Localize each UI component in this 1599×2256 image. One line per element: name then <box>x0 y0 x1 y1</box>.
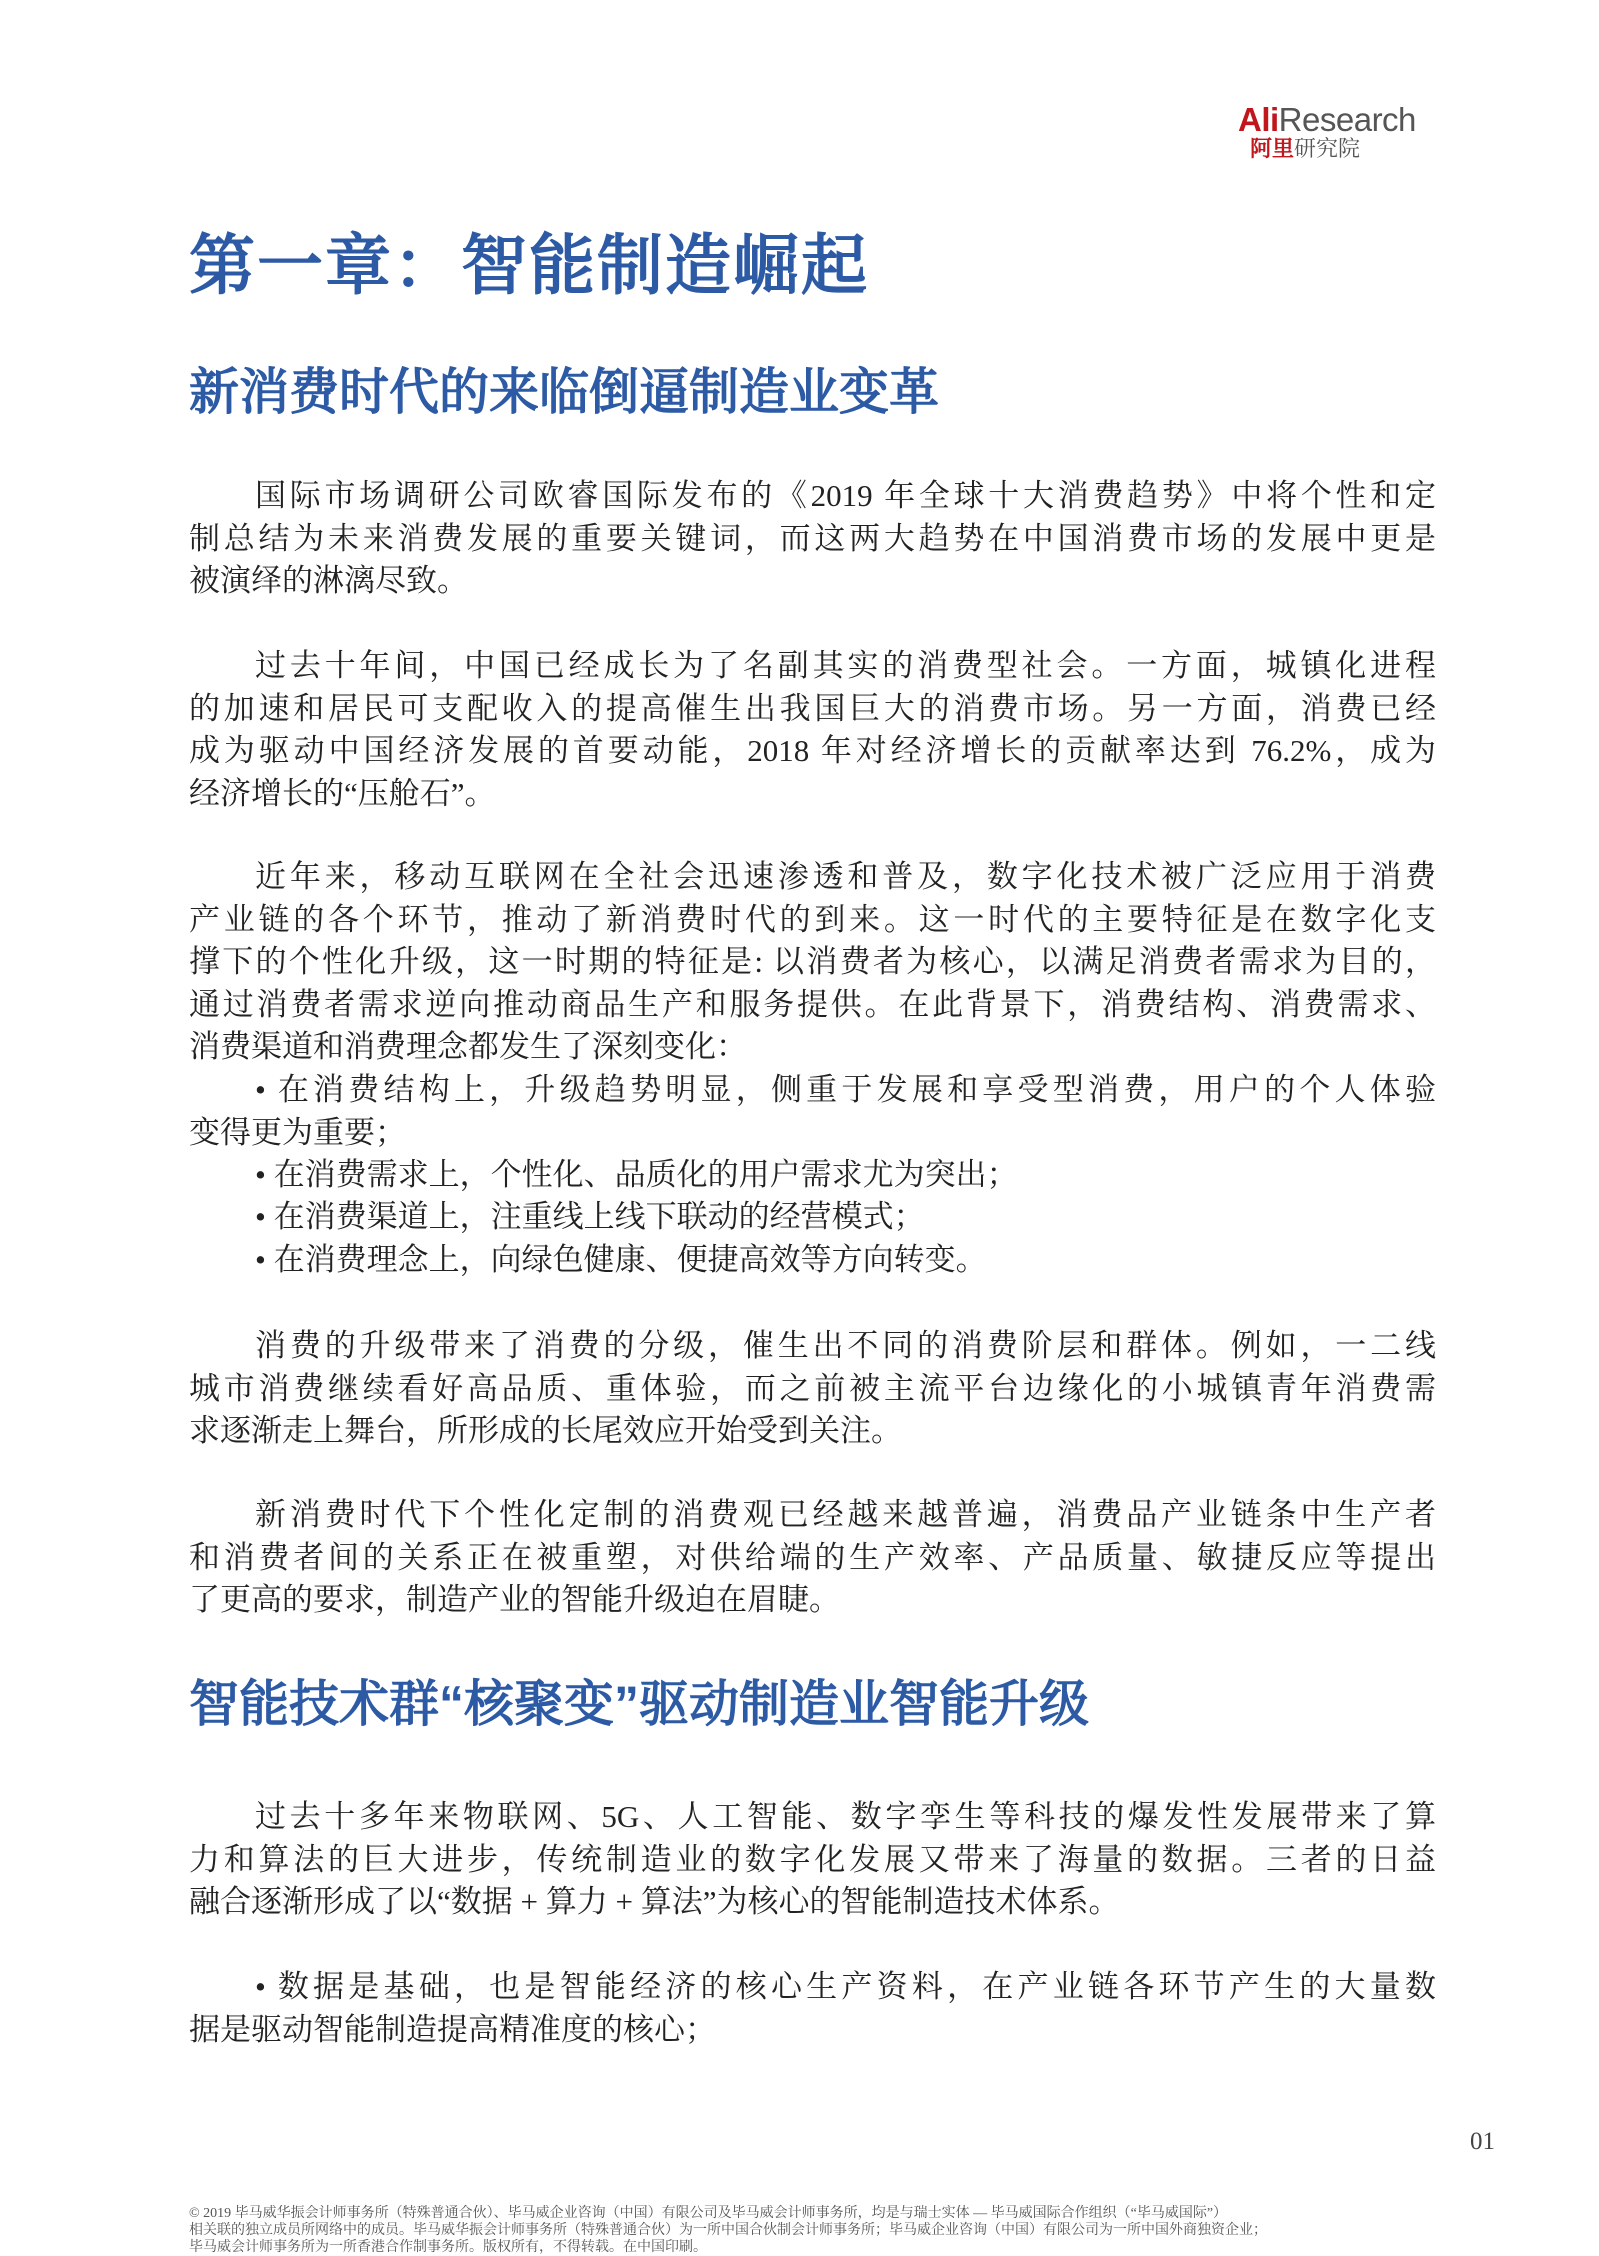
text-line: • 在消费结构上，升级趋势明显，侧重于发展和享受型消费，用户的个人体验 <box>255 1072 1436 1107</box>
bullet-item <box>189 1154 1436 1197</box>
text-line: • 数据是基础，也是智能经济的核心生产资料，在产业链各环节产生的大量数 <box>255 1969 1436 2004</box>
text-line: 据是驱动智能制造提高精准度的核心； <box>189 2011 716 2047</box>
page-number: 01 <box>1470 2128 1495 2155</box>
text-line: 经济增长的“压舱石”。 <box>189 775 496 811</box>
paragraph <box>189 645 1436 815</box>
text-line: • 在消费需求上，个性化、品质化的用户需求尤为突出； <box>255 1157 1018 1192</box>
paragraph <box>189 856 1436 1069</box>
text-line: • 在消费理念上，向绿色健康、便捷高效等方向转变。 <box>255 1242 987 1277</box>
text-line: 近年来，移动互联网在全社会迅速渗透和普及，数字化技术被广泛应用于消费 <box>255 859 1436 894</box>
text-line: 国际市场调研公司欧睿国际发布的《2019 年全球十大消费趋势》中将个性和定 <box>255 478 1436 513</box>
text-line: 变得更为重要； <box>189 1114 406 1150</box>
logo-text: Research <box>1278 101 1416 138</box>
text-line: 城市消费继续看好高品质、重体验，而之前被主流平台边缘化的小城镇青年消费需 <box>189 1370 1436 1406</box>
section-heading: 智能技术群“核聚变”驱动制造业智能升级 <box>189 1676 1089 1732</box>
bullet-item <box>189 1966 1436 2051</box>
text-line: 被演绎的淋漓尽致。 <box>189 563 468 598</box>
text-line: 求逐渐走上舞台，所形成的长尾效应开始受到关注。 <box>189 1413 902 1448</box>
logo-text: 研究院 <box>1294 136 1361 161</box>
text-line: 新消费时代下个性化定制的消费观已经越来越普遍，消费品产业链条中生产者 <box>255 1497 1436 1532</box>
text-line: 力和算法的巨大进步，传统制造业的数字化发展又带来了海量的数据。三者的日益 <box>189 1841 1436 1877</box>
bullet-item <box>189 1239 1436 1282</box>
aliresearch-logo <box>1238 103 1438 161</box>
text-line: 过去十年间，中国已经成长为了名副其实的消费型社会。一方面，城镇化进程 <box>255 648 1436 683</box>
text-line: 消费的升级带来了消费的分级，催生出不同的消费阶层和群体。例如，一二线 <box>255 1328 1436 1363</box>
chapter-title: 第一章：智能制造崛起 <box>189 228 869 302</box>
paragraph <box>189 475 1436 603</box>
bullet-item <box>189 1196 1436 1239</box>
paragraph <box>189 1494 1436 1622</box>
text-line: © 2019 毕马威华振会计师事务所（特殊普通合伙）、毕马威企业咨询（中国）有限公司及毕马威会计师事务所，均是与瑞士实体 — 毕马威国际合作组织（“毕马威国际”） <box>189 2206 1228 2221</box>
text-line: 产业链的各个环节，推动了新消费时代的到来。这一时代的主要特征是在数字化支 <box>189 901 1436 937</box>
section-heading: 新消费时代的来临倒逼制造业变革 <box>189 364 939 420</box>
text-line: 了更高的要求，制造产业的智能升级迫在眉睫。 <box>189 1582 840 1617</box>
text-line: 相关联的独立成员所网络中的成员。毕马威华振会计师事务所（特殊普通合伙）为一所中国合伙制会计师事务所；毕马威企业咨询（中国）有限公司为一所中国外商独资企业； <box>189 2223 1267 2238</box>
text-line: 消费渠道和消费理念都发生了深刻变化： <box>189 1029 747 1064</box>
text-line: 的加速和居民可支配收入的提高催生出我国巨大的消费市场。另一方面，消费已经 <box>189 690 1436 726</box>
text-line: • 在消费渠道上，注重线上线下联动的经营模式； <box>255 1199 925 1234</box>
bullet-item <box>189 1069 1436 1154</box>
text-line: 融合逐渐形成了以“数据 + 算力 + 算法”为核心的智能制造技术体系。 <box>189 1884 1120 1919</box>
paragraph <box>189 1796 1436 1924</box>
text-line: 通过消费者需求逆向推动商品生产和服务提供。在此背景下，消费结构、消费需求、 <box>189 986 1436 1022</box>
text-line: 撑下的个性化升级，这一时期的特征是: 以消费者为核心，以满足消费者需求为目的， <box>189 944 1436 979</box>
paragraph <box>189 1325 1436 1453</box>
text-line: 和消费者间的关系正在被重塑，对供给端的生产效率、产品质量、敏捷反应等提出 <box>189 1539 1436 1575</box>
text-line: 过去十多年来物联网、5G、人工智能、数字孪生等科技的爆发性发展带来了算 <box>255 1799 1436 1834</box>
text-line: 成为驱动中国经济发展的首要动能，2018 年对经济增长的贡献率达到 76.2%，成为 <box>189 733 1436 768</box>
text-line: 毕马威会计师事务所为一所香港合作制事务所。版权所有，不得转载。在中国印刷。 <box>189 2240 707 2255</box>
text-line: 制总结为未来消费发展的重要关键词，而这两大趋势在中国消费市场的发展中更是 <box>189 520 1436 556</box>
logo-text: 阿里 <box>1250 136 1295 161</box>
footer-copyright <box>189 2205 1439 2256</box>
logo-text: Ali <box>1238 101 1279 138</box>
